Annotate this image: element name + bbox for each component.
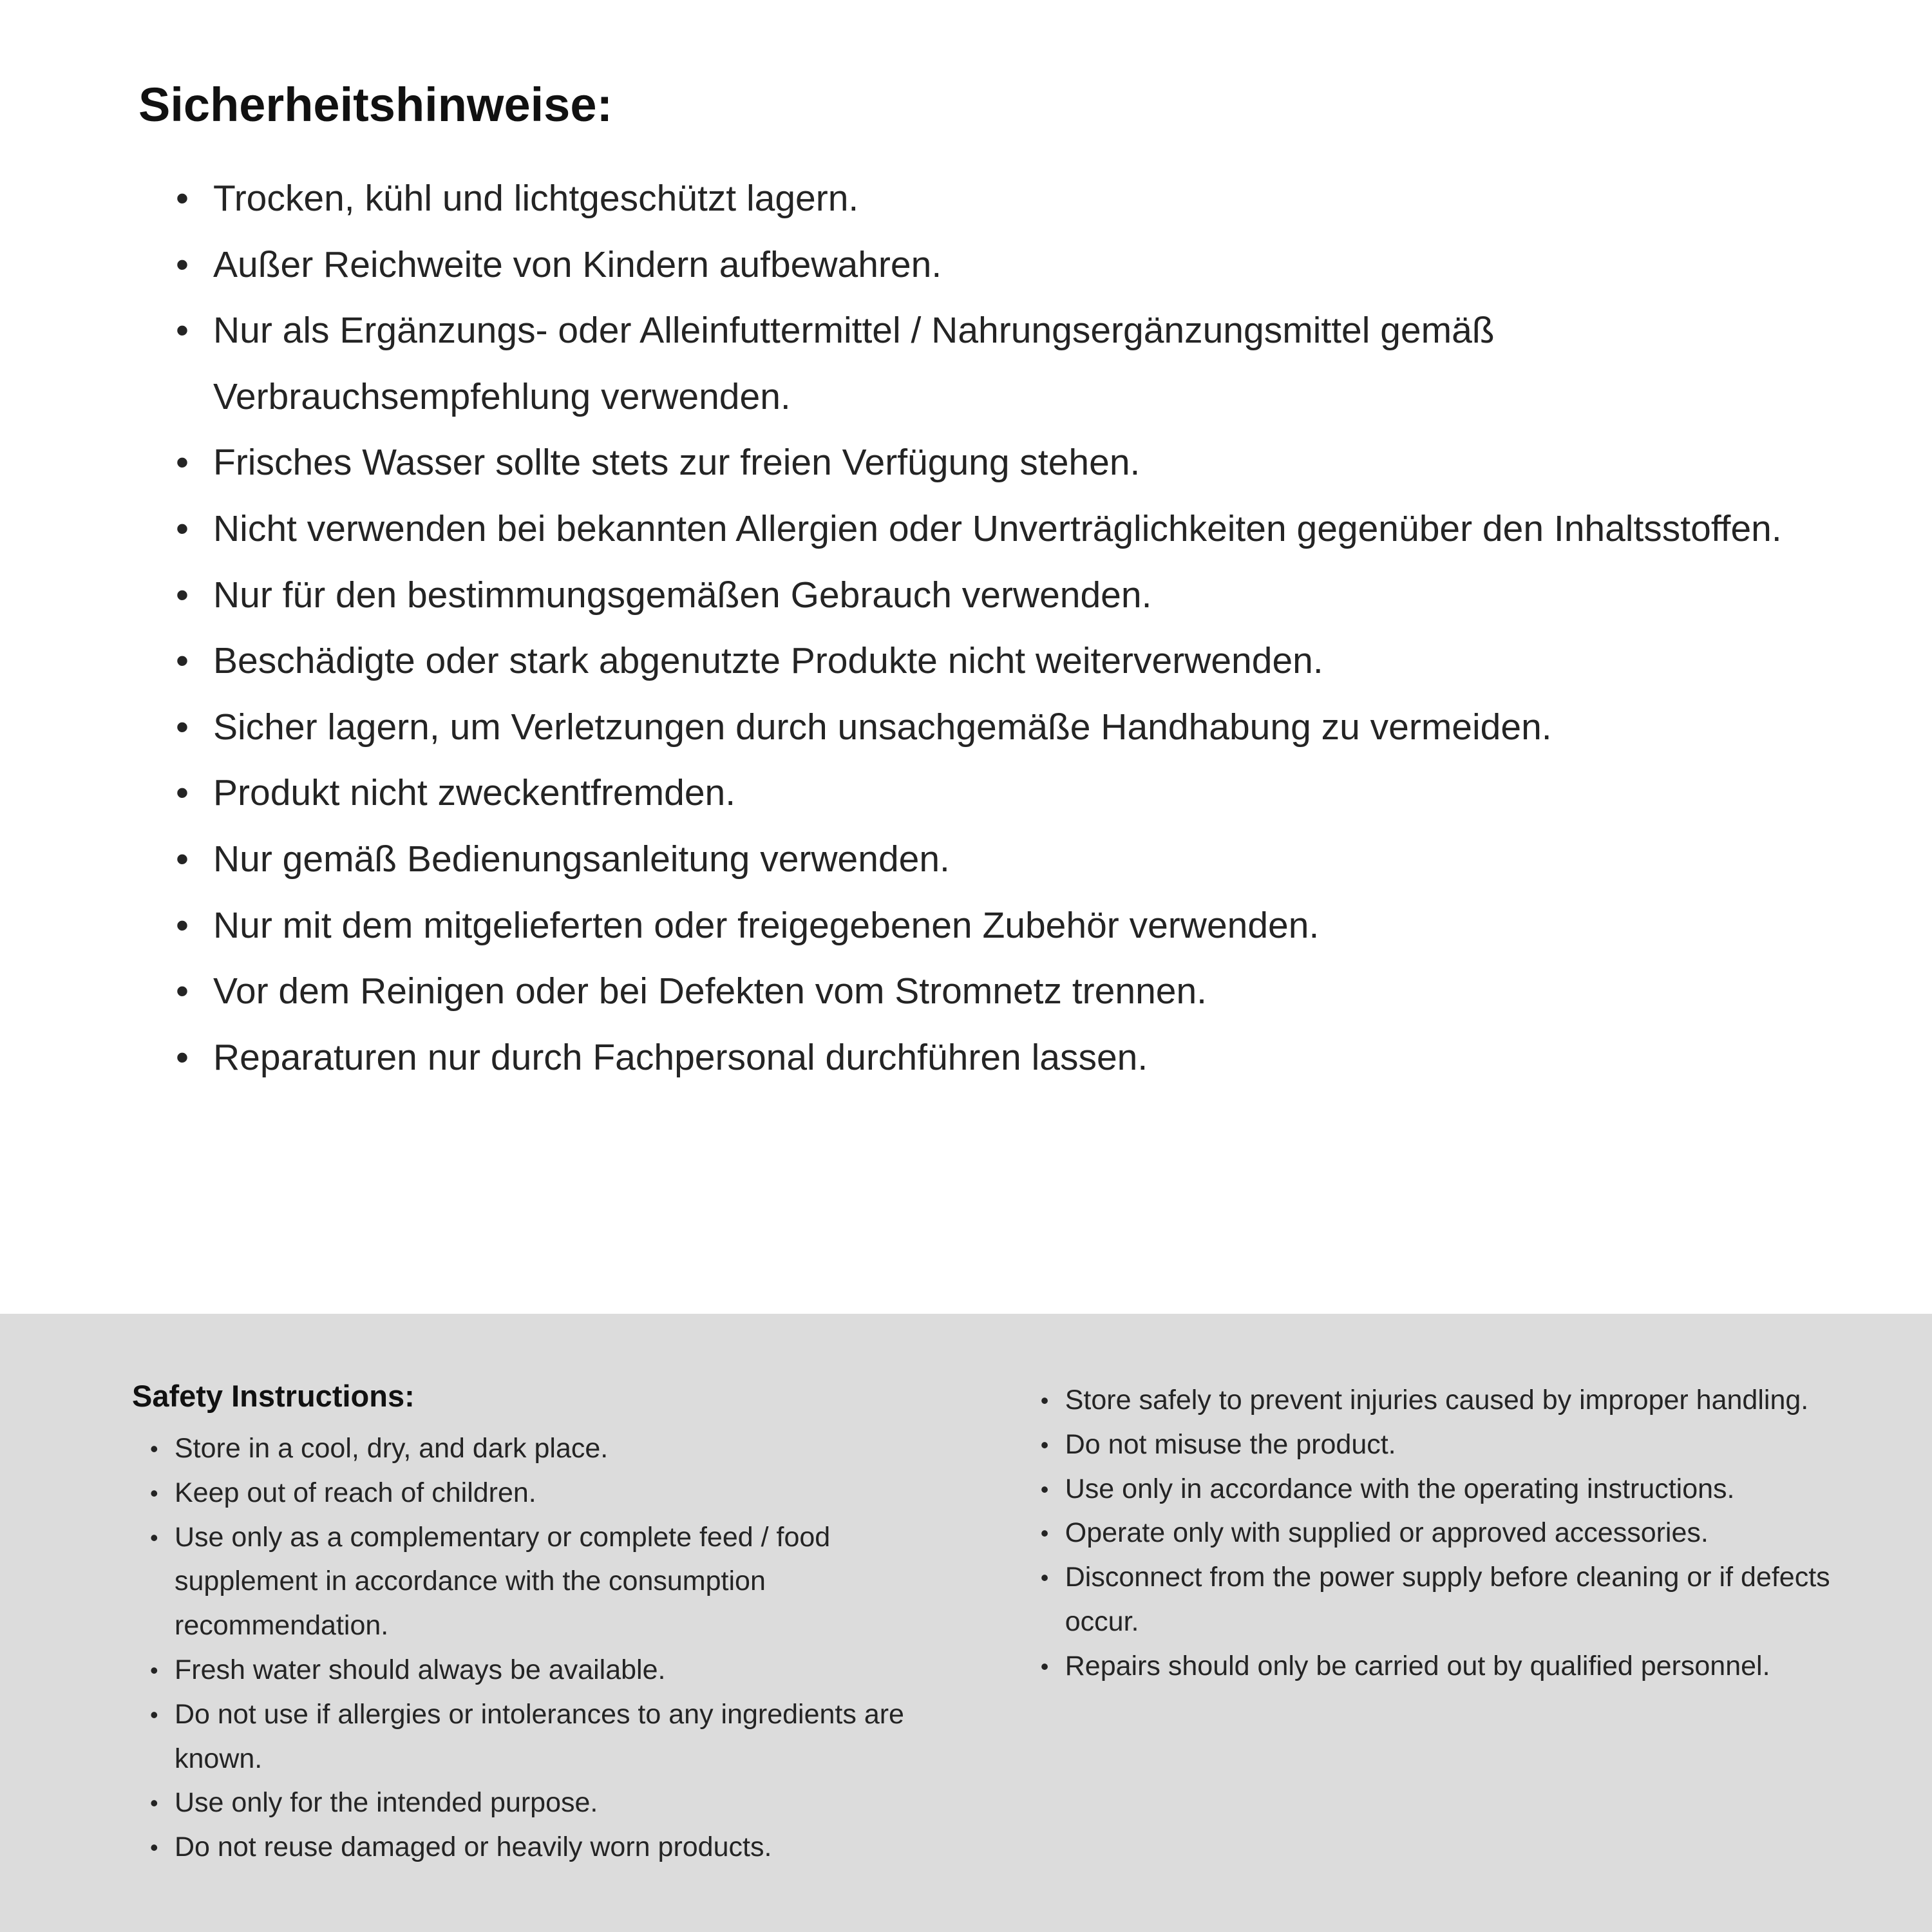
list-item: • Vor dem Reinigen oder bei Defekten vom Stromnetz trennen. (172, 958, 1835, 1025)
list-item: • Do not reuse damaged or heavily worn products. (147, 1825, 974, 1870)
list-item: • Do not use if allergies or intolerances to any ingredients are known. (147, 1692, 974, 1781)
list-item: • Use only for the intended purpose. (147, 1781, 974, 1825)
list-item: • Sicher lagern, um Verletzungen durch unsachgemäße Handhabung zu vermeiden. (172, 694, 1835, 761)
list-item: • Nur als Ergänzungs- oder Alleinfuttermittel / Nahrungsergänzungsmittel gemäß Verbrauchsempfehlung verwenden. (172, 298, 1835, 430)
english-section-title: Safety Instructions: (132, 1379, 415, 1413)
list-item: • Use only in accordance with the operating instructions. (1038, 1467, 1842, 1511)
german-section-title: Sicherheitshinweise: (138, 78, 613, 131)
list-item: • Operate only with supplied or approved accessories. (1038, 1511, 1842, 1555)
list-item: • Keep out of reach of children. (147, 1471, 974, 1515)
list-item: • Use only as a complementary or complete feed / food supplement in accordance with the consumption recommendation. (147, 1515, 974, 1648)
list-item: • Fresh water should always be available. (147, 1648, 974, 1692)
list-item: • Nicht verwenden bei bekannten Allergien oder Unverträglichkeiten gegenüber den Inhaltsstoffen. (172, 496, 1835, 562)
english-safety-section (0, 1314, 1932, 1932)
list-item: • Frisches Wasser sollte stets zur freien Verfügung stehen. (172, 430, 1835, 496)
list-item: • Do not misuse the product. (1038, 1423, 1842, 1467)
english-safety-list-left (147, 1426, 974, 1870)
list-item: • Store safely to prevent injuries caused by improper handling. (1038, 1378, 1842, 1423)
english-safety-list-right (1038, 1378, 1842, 1689)
list-item: • Nur gemäß Bedienungsanleitung verwenden. (172, 826, 1835, 893)
list-item: • Außer Reichweite von Kindern aufbewahren. (172, 232, 1835, 298)
list-item: • Store in a cool, dry, and dark place. (147, 1426, 974, 1471)
german-safety-list (172, 166, 1835, 1090)
list-item: • Produkt nicht zweckentfremden. (172, 760, 1835, 826)
list-item: • Trocken, kühl und lichtgeschützt lagern. (172, 166, 1835, 232)
list-item: • Nur für den bestimmungsgemäßen Gebrauch verwenden. (172, 562, 1835, 629)
list-item: • Reparaturen nur durch Fachpersonal durchführen lassen. (172, 1025, 1835, 1091)
english-left-column (132, 1378, 974, 1932)
list-item: • Beschädigte oder stark abgenutzte Produkte nicht weiterverwenden. (172, 628, 1835, 694)
list-item: • Disconnect from the power supply before cleaning or if defects occur. (1038, 1555, 1842, 1644)
list-item: • Repairs should only be carried out by qualified personnel. (1038, 1644, 1842, 1689)
list-item: • Nur mit dem mitgelieferten oder freigegebenen Zubehör verwenden. (172, 893, 1835, 959)
english-right-column (1038, 1378, 1842, 1932)
